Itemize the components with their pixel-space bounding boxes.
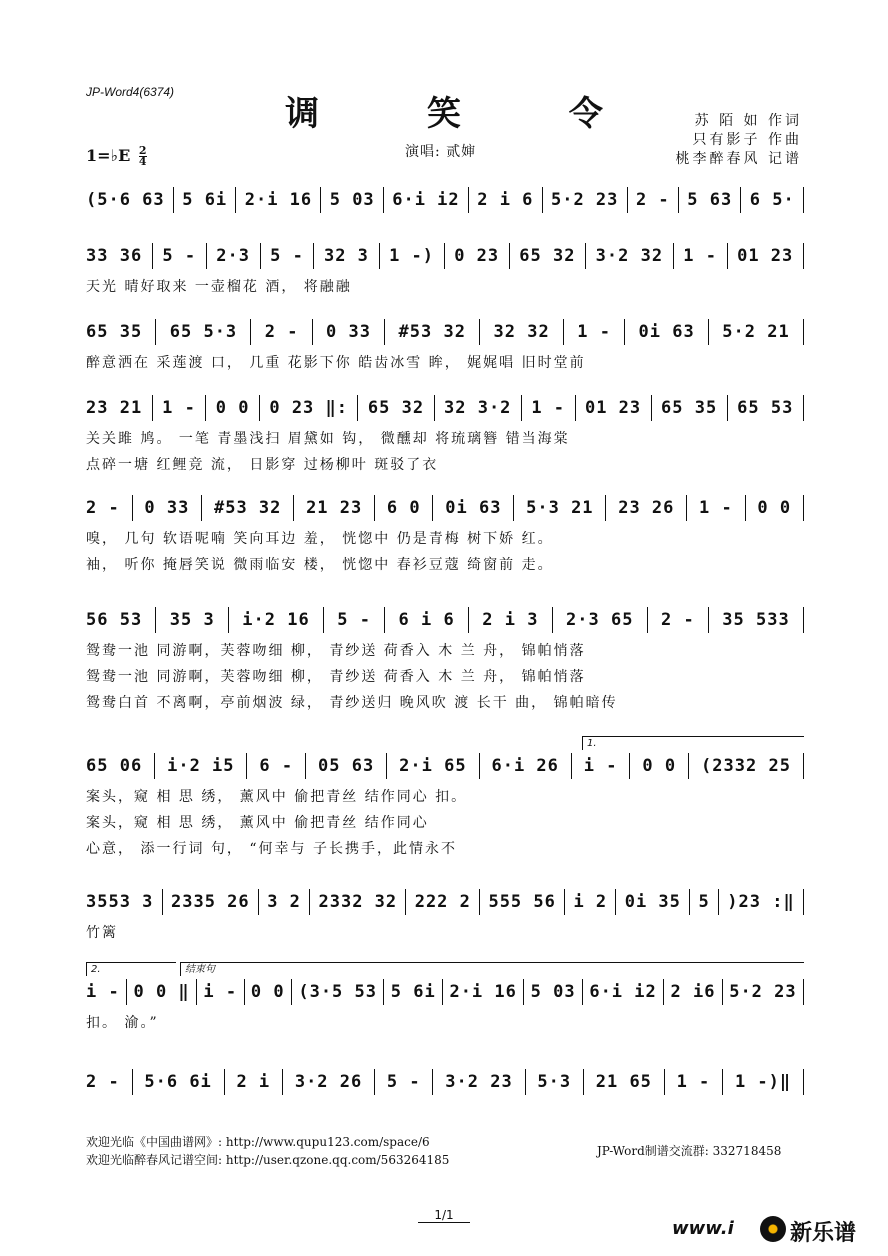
barline xyxy=(803,753,804,779)
measure: 05 63 xyxy=(318,756,375,776)
lyric-line: 点碎一塘 红鲤竞 流， 日影穿 过杨柳叶 斑驳了衣 xyxy=(86,457,439,473)
barline xyxy=(803,395,804,421)
barline xyxy=(525,1069,526,1095)
lyric-line: 案头，窥 相 思 绣， 薰风中 偷把青丝 结作同心 扣。 xyxy=(86,789,468,805)
barline xyxy=(374,495,375,521)
barline xyxy=(282,1069,283,1095)
barline xyxy=(718,889,719,915)
lyric-line: 竹篱 xyxy=(86,925,118,941)
measure: (3·5 53 xyxy=(298,982,377,1002)
footer-link-1[interactable]: 欢迎光临《中国曲谱网》: http://www.qupu123.com/space/6 xyxy=(86,1135,430,1149)
measure: 2 i 3 xyxy=(482,610,539,630)
barline xyxy=(250,319,251,345)
measure: 0 0 xyxy=(250,982,285,1002)
barline xyxy=(434,395,435,421)
measure: 1 - xyxy=(699,498,733,518)
measure: 5 - xyxy=(270,246,304,266)
measure: 2335 26 xyxy=(170,892,250,912)
measure: 6 - xyxy=(259,756,294,776)
measure: 2·3 65 xyxy=(566,610,634,630)
barline xyxy=(444,243,445,269)
notation-line xyxy=(86,752,804,780)
measure: 21 65 xyxy=(595,1072,652,1092)
notation-line xyxy=(86,978,804,1006)
barline xyxy=(468,187,469,213)
lyric-line: 关关雎 鸠。 一笔 青墨浅扫 眉黛如 钩， 微醺却 将琉璃簪 错当海棠 xyxy=(86,431,570,447)
measure: 1 - xyxy=(531,398,566,418)
lyricist-credit: 苏 陌 如 作词 xyxy=(694,113,802,129)
measure: 6 0 xyxy=(386,498,421,518)
barline xyxy=(126,979,127,1005)
lyric-line: 嗅， 几句 软语呢喃 笑向耳边 羞， 恍惚中 仍是青梅 树下娇 红。 xyxy=(86,531,554,547)
measure: 65 32 xyxy=(519,246,576,266)
lyric-line: 天光 晴好取来 一壶榴花 酒， 将融融 xyxy=(86,279,352,295)
barline xyxy=(323,607,324,633)
barline xyxy=(155,607,156,633)
measure: 23 26 xyxy=(618,498,675,518)
barline xyxy=(479,319,480,345)
barline xyxy=(152,243,153,269)
barline xyxy=(132,1069,133,1095)
notation-line xyxy=(86,494,804,522)
measure: 35 533 xyxy=(722,610,790,630)
barline xyxy=(678,187,679,213)
barline xyxy=(727,395,728,421)
time-bottom: 4 xyxy=(138,155,147,168)
barline xyxy=(564,889,565,915)
transcriber-credit: 桃李醉春风 记谱 xyxy=(675,151,802,167)
barline xyxy=(293,495,294,521)
measure: 3 2 xyxy=(267,892,301,912)
measure: 6 i 6 xyxy=(398,610,455,630)
measure: )23 :‖ xyxy=(727,892,795,912)
barline xyxy=(582,979,583,1005)
measure: 3·2 32 xyxy=(595,246,664,266)
barline xyxy=(224,1069,225,1095)
measure: 2·i 65 xyxy=(399,756,467,776)
barline xyxy=(615,889,616,915)
barline xyxy=(173,187,174,213)
measure: 5 xyxy=(698,892,710,912)
barline xyxy=(246,753,247,779)
measure: 2 - xyxy=(635,190,670,210)
measure: 32 32 xyxy=(493,322,550,342)
barline xyxy=(722,979,723,1005)
barline xyxy=(509,243,510,269)
measure: 01 23 xyxy=(584,398,642,418)
measure: 0 23 xyxy=(454,246,500,266)
measure: 65 32 xyxy=(367,398,425,418)
source-label: JP-Word4(6374) xyxy=(86,85,175,99)
notation-line xyxy=(86,318,804,346)
notation-line xyxy=(86,186,804,214)
barline xyxy=(312,319,313,345)
measure: i 2 xyxy=(573,892,608,912)
barline xyxy=(305,753,306,779)
lyric-line: 案头，窥 相 思 绣， 薰风中 偷把青丝 结作同心 xyxy=(86,815,429,831)
measure: 2 i xyxy=(236,1072,271,1092)
barline xyxy=(513,495,514,521)
measure: 5·6 6i xyxy=(144,1072,212,1092)
measure: i·2 i5 xyxy=(167,756,235,776)
barline xyxy=(155,319,156,345)
lyric-line: 醉意洒在 采莲渡 口， 几重 花影下你 皓齿冰雪 眸， 娓娓唱 旧时堂前 xyxy=(86,355,586,371)
measure: 5·2 23 xyxy=(550,190,619,210)
measure: i·2 16 xyxy=(242,610,310,630)
measure: 5 03 xyxy=(329,190,375,210)
barline xyxy=(442,979,443,1005)
time-signature xyxy=(139,146,147,167)
measure: 5 - xyxy=(337,610,371,630)
notation-line xyxy=(86,394,804,422)
record-icon xyxy=(760,1216,786,1242)
song-title: 调 笑 令 xyxy=(285,94,651,134)
barline xyxy=(585,243,586,269)
key-signature xyxy=(86,146,147,167)
measure: 0 0 xyxy=(757,498,792,518)
barline xyxy=(708,607,709,633)
barline xyxy=(583,1069,584,1095)
measure: 0 33 xyxy=(326,322,371,342)
lyric-line: 扣。 渝。” xyxy=(86,1015,159,1031)
barline xyxy=(803,979,804,1005)
watermark-brand: 新乐谱 xyxy=(790,1221,857,1246)
measure: 5·2 23 xyxy=(729,982,797,1002)
measure: 32 3·2 xyxy=(444,398,512,418)
barline xyxy=(132,495,133,521)
measure: 0 0 xyxy=(642,756,677,776)
measure: 2 - xyxy=(86,498,120,518)
measure: 5 6i xyxy=(182,190,228,210)
measure: 5 03 xyxy=(530,982,576,1002)
barline xyxy=(384,607,385,633)
coda-bracket: 结束句 xyxy=(180,962,804,976)
measure: 6 5· xyxy=(749,190,795,210)
measure: 6·i i2 xyxy=(589,982,657,1002)
measure: 32 3 xyxy=(323,246,369,266)
notation-line xyxy=(86,888,804,916)
barline xyxy=(259,395,260,421)
barline xyxy=(205,395,206,421)
measure: 65 53 xyxy=(737,398,794,418)
measure: 5 63 xyxy=(687,190,733,210)
barline xyxy=(624,319,625,345)
lyric-line: 鸳鸯一池 同游啊，芙蓉吻细 柳， 青纱送 荷香入 木 兰 舟， 锦帕悄落 xyxy=(86,669,586,685)
barline xyxy=(201,495,202,521)
barline xyxy=(479,753,480,779)
barline xyxy=(686,495,687,521)
lyric-line: 心意， 添一行词 句， “何幸与 子长携手，此情永不 xyxy=(86,841,457,857)
barline xyxy=(291,979,292,1005)
barline xyxy=(664,1069,665,1095)
measure: 1 - xyxy=(683,246,717,266)
measure: 1 - xyxy=(577,322,611,342)
measure: 5 6i xyxy=(390,982,436,1002)
barline xyxy=(673,243,674,269)
measure: 555 56 xyxy=(488,892,556,912)
measure: 3553 3 xyxy=(86,892,154,912)
barline xyxy=(803,889,804,915)
barline xyxy=(383,187,384,213)
measure: i - xyxy=(203,982,238,1002)
barline xyxy=(745,495,746,521)
barline xyxy=(803,495,804,521)
barline xyxy=(432,1069,433,1095)
barline xyxy=(722,1069,723,1095)
measure: 0i 63 xyxy=(638,322,695,342)
barline xyxy=(575,395,576,421)
measure: 5·3 21 xyxy=(526,498,594,518)
lyric-line: 袖， 听你 掩唇笑说 微雨临安 楼， 恍惚中 春衫豆蔻 绮窗前 走。 xyxy=(86,557,554,573)
measure: 2 - xyxy=(264,322,299,342)
measure: 6·i i2 xyxy=(392,190,460,210)
barline xyxy=(803,243,804,269)
barline xyxy=(374,1069,375,1095)
lyric-line: 鸳鸯一池 同游啊，芙蓉吻细 柳， 青纱送 荷香入 木 兰 舟， 锦帕悄落 xyxy=(86,643,586,659)
barline xyxy=(244,979,245,1005)
barline xyxy=(647,607,648,633)
barline xyxy=(260,243,261,269)
barline xyxy=(154,753,155,779)
measure: 2 - xyxy=(86,1072,120,1092)
barline xyxy=(384,319,385,345)
measure: 5·3 xyxy=(537,1072,572,1092)
measure: 1 - xyxy=(676,1072,711,1092)
measure: 0 33 xyxy=(144,498,190,518)
barline xyxy=(468,607,469,633)
measure: 3·2 23 xyxy=(445,1072,513,1092)
measure: (2332 25 xyxy=(701,756,791,776)
measure: 2 i 6 xyxy=(477,190,534,210)
barline xyxy=(803,319,804,345)
measure: 2 - xyxy=(661,610,695,630)
barline xyxy=(740,187,741,213)
barline xyxy=(803,187,804,213)
measure: i - xyxy=(86,982,120,1002)
barline xyxy=(196,979,197,1005)
measure: 0 0 xyxy=(215,398,250,418)
singer-label: 演唱: 贰婶 xyxy=(405,144,477,160)
measure: 1 -)‖ xyxy=(734,1072,792,1092)
page-number: 1/1 xyxy=(0,1208,888,1222)
time-top: 2 xyxy=(138,144,147,157)
volta-bracket: 2. xyxy=(86,962,176,976)
barline xyxy=(432,495,433,521)
measure: 2·3 xyxy=(216,246,250,266)
barline xyxy=(228,607,229,633)
measure: 65 5·3 xyxy=(169,322,238,342)
measure: 35 3 xyxy=(169,610,215,630)
barline xyxy=(206,243,207,269)
barline xyxy=(627,187,628,213)
barline xyxy=(689,889,690,915)
measure: 2·i 16 xyxy=(244,190,313,210)
barline xyxy=(552,607,553,633)
barline xyxy=(379,243,380,269)
measure: 0 23 ‖: xyxy=(269,398,348,418)
footer-links xyxy=(86,1133,449,1169)
measure: #53 32 xyxy=(398,322,466,342)
barline xyxy=(320,187,321,213)
barline xyxy=(803,607,804,633)
barline xyxy=(152,395,153,421)
measure: 222 2 xyxy=(414,892,471,912)
measure: i - xyxy=(583,756,618,776)
measure: 3·2 26 xyxy=(294,1072,363,1092)
barline xyxy=(803,1069,804,1095)
measure: 01 23 xyxy=(737,246,794,266)
measure: #53 32 xyxy=(213,498,282,518)
barline xyxy=(235,187,236,213)
barline xyxy=(571,753,572,779)
footer-link-2[interactable]: 欢迎光临醉春风记谱空间: http://user.qzone.qq.com/563264185 xyxy=(86,1153,450,1167)
notation-line xyxy=(86,242,804,270)
barline xyxy=(383,979,384,1005)
barline xyxy=(629,753,630,779)
barline xyxy=(313,243,314,269)
volta-bracket: 1. xyxy=(582,736,804,750)
measure: 0i 63 xyxy=(445,498,502,518)
measure: 33 36 xyxy=(86,246,143,266)
notation-line xyxy=(86,1068,804,1096)
credits xyxy=(676,112,802,169)
watermark-url: www.i xyxy=(672,1218,734,1239)
measure: 2·i 16 xyxy=(449,982,517,1002)
barline xyxy=(357,395,358,421)
notation-line xyxy=(86,606,804,634)
barline xyxy=(521,395,522,421)
measure: 0i 35 xyxy=(624,892,681,912)
barline xyxy=(405,889,406,915)
measure: 5 - xyxy=(162,246,197,266)
barline xyxy=(727,243,728,269)
measure: 23 21 xyxy=(86,398,143,418)
barline xyxy=(651,395,652,421)
lyric-line: 鸳鸯白首 不离啊，亭前烟波 绿， 青纱送归 晚风吹 渡 长干 曲， 锦帕暗传 xyxy=(86,695,618,711)
barline xyxy=(162,889,163,915)
composer-credit: 只有影子 作曲 xyxy=(692,132,802,148)
key-label: 1=♭E xyxy=(86,146,131,165)
measure: 5·2 21 xyxy=(722,322,790,342)
measure: 65 35 xyxy=(661,398,718,418)
barline xyxy=(479,889,480,915)
barline xyxy=(605,495,606,521)
measure: 65 06 xyxy=(86,756,143,776)
barline xyxy=(542,187,543,213)
measure: 1 - xyxy=(162,398,196,418)
measure: 56 53 xyxy=(86,610,143,630)
barline xyxy=(309,889,310,915)
measure: 2 i6 xyxy=(670,982,716,1002)
measure: (5·6 63 xyxy=(86,190,165,210)
barline xyxy=(386,753,387,779)
barline xyxy=(663,979,664,1005)
barline xyxy=(523,979,524,1005)
measure: 65 35 xyxy=(86,322,143,342)
measure: 0 0 ‖ xyxy=(133,982,190,1002)
measure: 21 23 xyxy=(306,498,363,518)
measure: 5 - xyxy=(386,1072,421,1092)
footer-group: JP-Word制谱交流群: 332718458 xyxy=(597,1144,782,1158)
barline xyxy=(563,319,564,345)
barline xyxy=(258,889,259,915)
measure: 1 -) xyxy=(389,246,435,266)
barline xyxy=(688,753,689,779)
measure: 2332 32 xyxy=(318,892,398,912)
barline xyxy=(708,319,709,345)
measure: 6·i 26 xyxy=(491,756,559,776)
